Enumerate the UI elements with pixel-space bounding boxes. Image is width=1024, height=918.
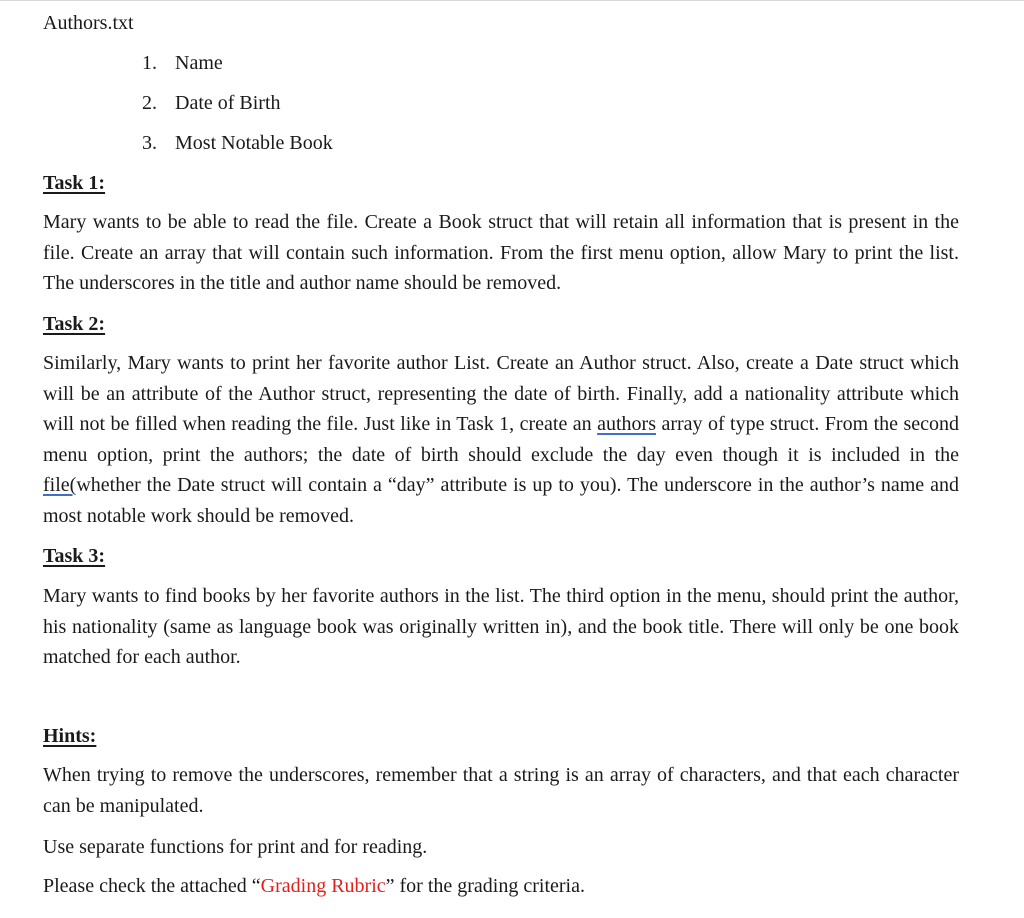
top-divider xyxy=(0,0,1024,1)
hints-heading: Hints: xyxy=(43,725,97,747)
hint-rubric-suffix: ” for the grading criteria. xyxy=(385,875,585,897)
hint-functions: Use separate functions for print and for reading. xyxy=(43,836,428,858)
task2-body xyxy=(43,348,959,531)
grading-rubric-link[interactable]: Grading Rubric xyxy=(260,875,386,897)
list-number: 3. xyxy=(142,132,157,154)
list-label: Most Notable Book xyxy=(175,132,333,154)
file-title: Authors.txt xyxy=(43,12,134,34)
task3-body: Mary wants to find books by her favorite authors in the list. The third option in the menu, should print the author, his nationality (same as language book was originally written in), and the book title. There will only be one book matched for each author. xyxy=(43,585,959,668)
task2-text-part1: Similarly, Mary wants to print her favorite author List. Create an Author struct. Also, create a Date struct which will be an attribute of the Author struct, representing the date of birth. Finally, add a nationality attribute which will not be filled when reading the file. Just like in Task 1, create an xyxy=(43,352,959,435)
list-number: 1. xyxy=(142,52,157,74)
file-word: file( xyxy=(43,474,77,496)
list-item xyxy=(142,91,333,131)
task1-heading: Task 1: xyxy=(43,172,106,194)
hint-underscores: When trying to remove the underscores, remember that a string is an array of characters, and that each character can be manipulated. xyxy=(43,764,959,817)
hint-rubric-prefix: Please check the attached “ xyxy=(43,875,261,897)
list-item xyxy=(142,131,333,171)
task2-text-part2: array of type struct. From the second menu option, print the authors; the date of birth should exclude the day even though it is included in the xyxy=(43,413,959,466)
authors-word: authors xyxy=(597,413,656,435)
task2-text-part3: whether the Date struct will contain a “day” attribute is up to you). The underscore in the author’s name and most notable work should be removed. xyxy=(43,474,959,527)
task3-heading: Task 3: xyxy=(43,545,106,567)
task1-body: Mary wants to be able to read the file. Create a Book struct that will retain all information that is present in the file. Create an array that will contain such information. From the first menu option, allow Mary to print the list. The underscores in the title and author name should be removed. xyxy=(43,211,959,294)
field-list xyxy=(142,51,333,171)
list-label: Name xyxy=(175,52,223,74)
hint-rubric xyxy=(43,874,585,898)
task2-heading: Task 2: xyxy=(43,313,106,335)
list-number: 2. xyxy=(142,92,157,114)
list-item xyxy=(142,51,333,91)
list-label: Date of Birth xyxy=(175,92,281,114)
